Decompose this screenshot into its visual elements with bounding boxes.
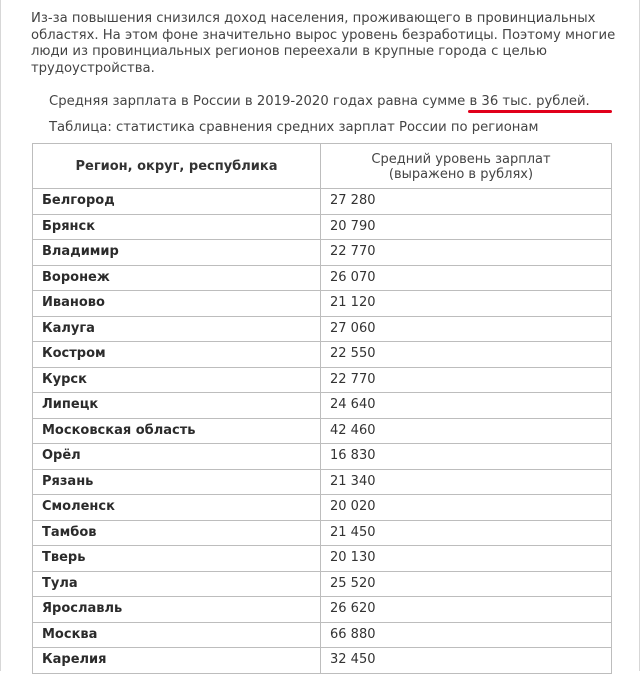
highlight-underline [468, 110, 612, 113]
salary-cell: 32 450 [321, 648, 612, 674]
table-caption: Таблица: статистика сравнения средних зарплат России по регионам [49, 120, 539, 135]
region-cell: Воронеж [33, 265, 321, 291]
salary-cell: 24 640 [321, 393, 612, 419]
table-row [33, 265, 612, 291]
table-row [33, 367, 612, 393]
table-row [33, 622, 612, 648]
salary-cell: 22 770 [321, 240, 612, 266]
region-cell: Владимир [33, 240, 321, 266]
table-row [33, 444, 612, 470]
region-cell: Калуга [33, 316, 321, 342]
average-salary-sentence: Средняя зарплата в России в 2019-2020 годах равна сумме в 36 тыс. рублей. [49, 94, 590, 109]
salary-cell: 27 280 [321, 189, 612, 215]
salary-cell: 66 880 [321, 622, 612, 648]
region-cell: Карелия [33, 648, 321, 674]
salary-cell: 21 120 [321, 291, 612, 317]
table-row [33, 495, 612, 521]
table-row [33, 214, 612, 240]
region-column-header: Регион, округ, республика [33, 144, 321, 189]
region-cell: Смоленск [33, 495, 321, 521]
region-cell: Тверь [33, 546, 321, 572]
region-cell: Тамбов [33, 520, 321, 546]
table-row [33, 597, 612, 623]
salary-cell: 26 070 [321, 265, 612, 291]
table-row [33, 418, 612, 444]
salary-cell: 26 620 [321, 597, 612, 623]
salary-cell: 22 770 [321, 367, 612, 393]
intro-line-1: Из-за повышения снизился доход населения, проживающего в провинциальных [31, 11, 596, 26]
salary-cell: 20 020 [321, 495, 612, 521]
table-row [33, 342, 612, 368]
salary-cell: 42 460 [321, 418, 612, 444]
region-cell: Белгород [33, 189, 321, 215]
table-row [33, 240, 612, 266]
region-cell: Орёл [33, 444, 321, 470]
table-row [33, 291, 612, 317]
intro-paragraph [31, 11, 631, 77]
table-row [33, 648, 612, 674]
region-cell: Ярославль [33, 597, 321, 623]
salary-cell: 20 130 [321, 546, 612, 572]
table-row [33, 520, 612, 546]
region-cell: Тула [33, 571, 321, 597]
table-row [33, 469, 612, 495]
intro-line-2: областях. На этом фоне значительно вырос уровень безработицы. Поэтому многие [31, 27, 616, 43]
region-cell: Московская область [33, 418, 321, 444]
region-cell: Москва [33, 622, 321, 648]
table-row [33, 393, 612, 419]
region-cell: Брянск [33, 214, 321, 240]
salary-cell: 16 830 [321, 444, 612, 470]
salary-cell: 25 520 [321, 571, 612, 597]
salary-cell: 21 340 [321, 469, 612, 495]
salary-cell: 21 450 [321, 520, 612, 546]
table-row [33, 189, 612, 215]
salary-cell: 22 550 [321, 342, 612, 368]
salary-cell: 27 060 [321, 316, 612, 342]
region-cell: Иваново [33, 291, 321, 317]
region-cell: Липецк [33, 393, 321, 419]
intro-line-4: трудоустройства. [31, 60, 155, 76]
salary-table [32, 143, 612, 674]
table-row [33, 546, 612, 572]
region-cell: Костром [33, 342, 321, 368]
region-cell: Рязань [33, 469, 321, 495]
intro-line-3: люди из провинциальных регионов переехали в крупные города с целью [31, 44, 547, 59]
region-cell: Курск [33, 367, 321, 393]
table-header-row [33, 144, 612, 189]
salary-column-header: Средний уровень зарплат (выражено в рублях) [321, 144, 612, 189]
table-row [33, 571, 612, 597]
salary-cell: 20 790 [321, 214, 612, 240]
table-row [33, 316, 612, 342]
